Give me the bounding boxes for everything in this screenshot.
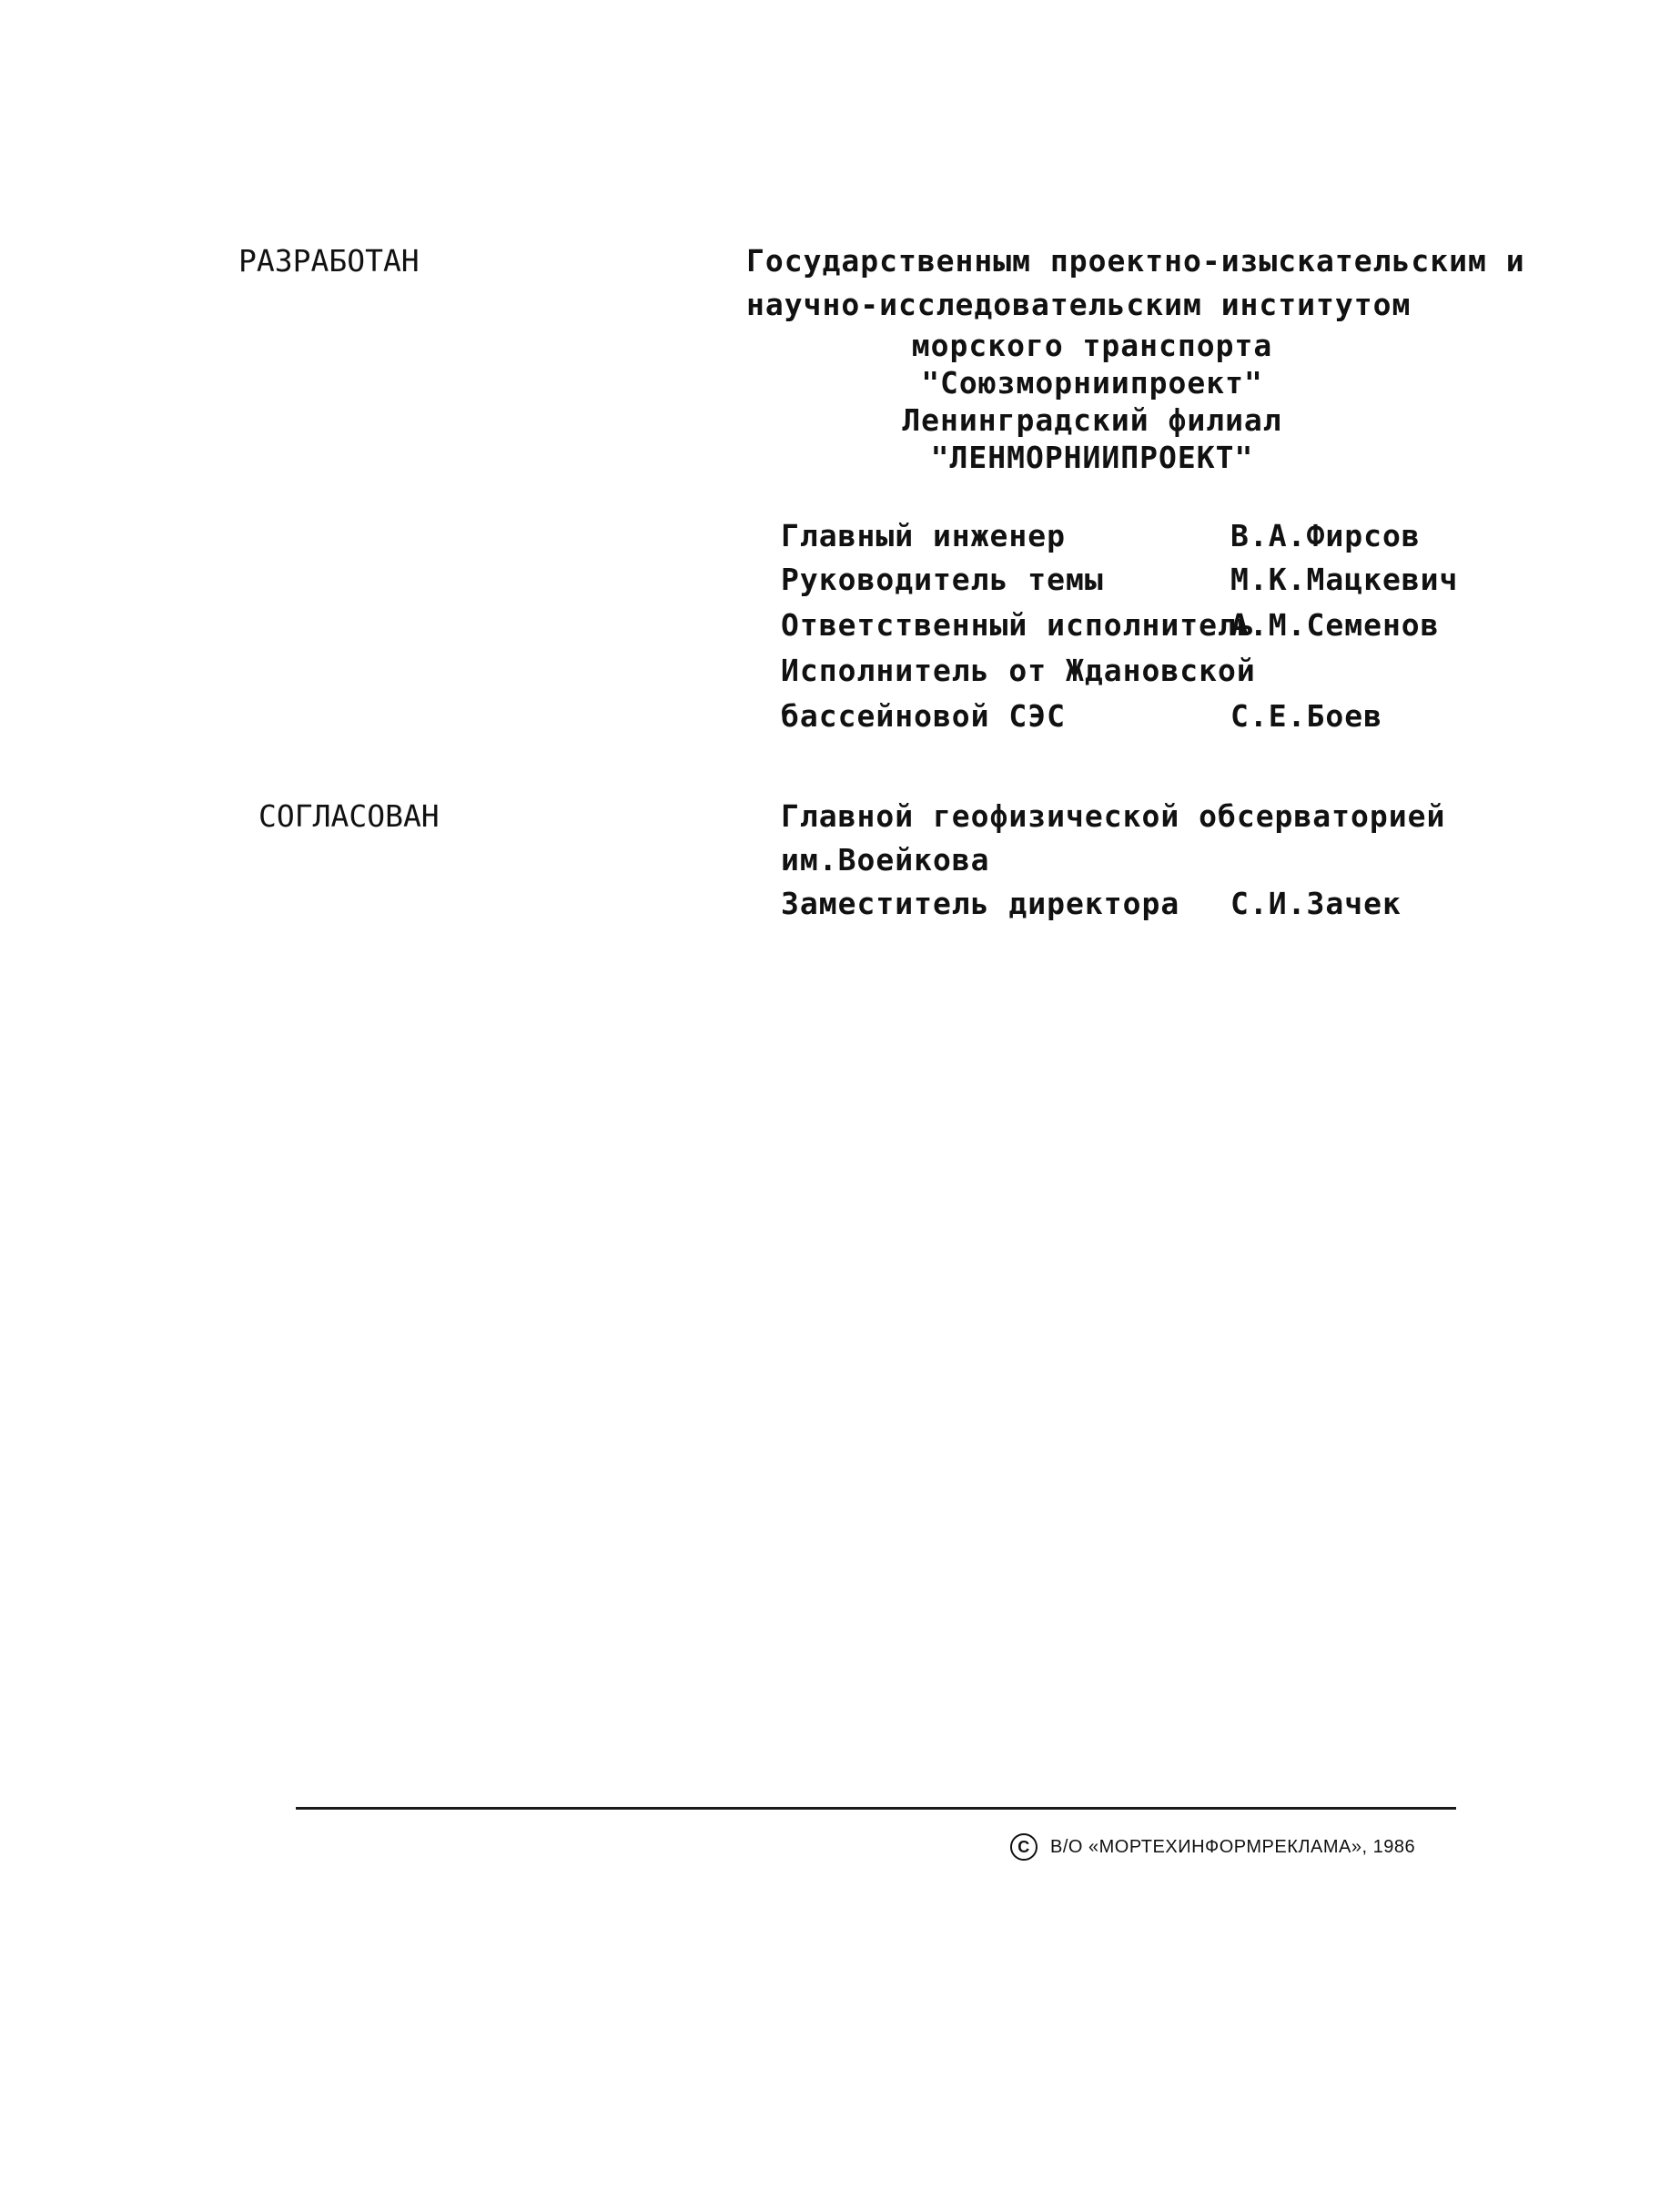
staff-name: А.М.Семенов — [1230, 607, 1440, 643]
staff-name: М.К.Мацкевич — [1230, 562, 1459, 597]
soglasovan-label: СОГЛАСОВАН — [258, 798, 440, 834]
org-line-4: "Союзморниипроект" — [921, 365, 1263, 401]
org-line-1: Главной геофизической обсерваторией — [781, 798, 1446, 834]
copyright-notice — [1010, 1831, 1415, 1862]
org-line-6: "ЛЕНМОРНИИПРОЕКТ" — [930, 440, 1254, 475]
footer-divider — [296, 1807, 1456, 1810]
org-line-5: Ленинградский филиал — [902, 402, 1282, 438]
org-line-1: Государственным проектно-изыскательским и — [746, 243, 1525, 279]
staff-role: Руководитель темы — [781, 562, 1104, 597]
staff-role: Исполнитель от Ждановской — [781, 653, 1256, 688]
staff-name: В.А.Фирсов — [1230, 518, 1421, 553]
signatory-name: С.И.Зачек — [1230, 886, 1402, 921]
org-line-2: научно-исследовательским институтом — [746, 287, 1412, 322]
staff-role: Главный инженер — [781, 518, 1067, 553]
org-line-2: им.Воейкова — [781, 842, 990, 878]
org-line-3: морского транспорта — [911, 328, 1273, 363]
staff-role: бассейновой СЭС — [781, 698, 1067, 734]
staff-name: С.Е.Боев — [1230, 698, 1382, 734]
staff-role: Ответственный исполнитель — [781, 607, 1256, 643]
razrabotan-label: РАЗРАБОТАН — [238, 243, 420, 279]
signatory-role: Заместитель директора — [781, 886, 1180, 921]
org-centered-block — [746, 328, 1438, 477]
copyright-text: В/О «МОРТЕХИНФОРМРЕКЛАМА», 1986 — [1050, 1837, 1416, 1857]
copyright-icon: C — [1010, 1833, 1038, 1861]
